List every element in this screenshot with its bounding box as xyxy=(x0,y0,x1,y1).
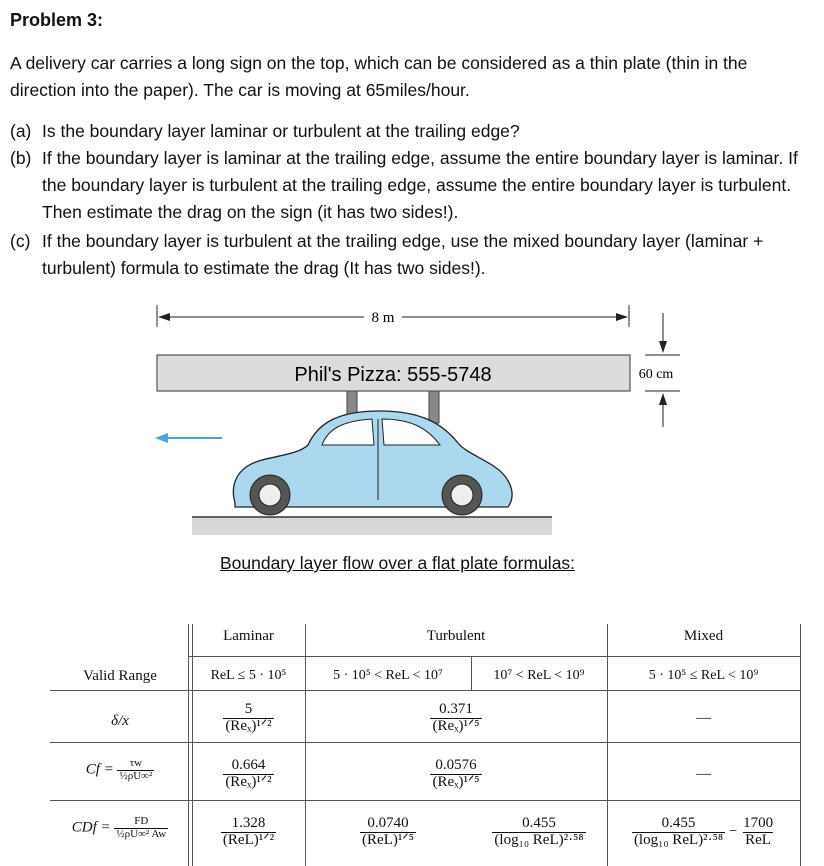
col-divider xyxy=(800,624,801,866)
sign-support-right xyxy=(429,391,439,423)
frac-num: 0.455 xyxy=(661,815,696,831)
frac-den: (log₁₀ ReL)²·⁵⁸ xyxy=(633,831,724,848)
problem-title: Problem 3: xyxy=(10,10,104,30)
question-label: (c) xyxy=(10,231,31,251)
range-laminar: ReL ≤ 5 · 10⁵ xyxy=(210,668,287,683)
formula-table xyxy=(0,620,824,866)
frac-den: ½ρU∞² xyxy=(119,769,153,782)
header-laminar: Laminar xyxy=(223,628,274,644)
frac-den: (Reₓ)¹ᐟ² xyxy=(225,773,272,790)
question-label: (a) xyxy=(10,121,32,141)
cf-turbulent xyxy=(305,758,607,791)
arrowhead-down-icon xyxy=(659,341,667,353)
ground xyxy=(192,517,552,535)
cf-mixed: — xyxy=(696,766,711,782)
cdf-mixed xyxy=(607,816,800,849)
car-sign-figure xyxy=(0,295,824,540)
front-hubcap xyxy=(259,484,281,506)
frac-den: ½ρU∞² Aw xyxy=(116,827,167,840)
question-text: If the boundary layer is laminar at the trailing edge, assume the entire boundary layer is laminar. If the boundary layer is turbulent at the trailing edge, assume the entire boundary layer is turbulent. Then estimate the drag on the sign (it has two sides!). xyxy=(42,148,798,222)
frac-den: (ReL)¹ᐟ⁵ xyxy=(362,831,414,848)
cdf-symbol: CDf = xyxy=(71,819,111,836)
formulas-caption: Boundary layer flow over a flat plate formulas: xyxy=(220,553,576,573)
row-divider xyxy=(50,690,800,691)
range-turbulent-high: 10⁷ < ReL < 10⁹ xyxy=(493,668,585,683)
cdf-turbulent-high xyxy=(471,816,607,849)
row-label-cf xyxy=(55,758,185,782)
frac-den: (log₁₀ ReL)²·⁵⁸ xyxy=(494,831,584,848)
row-divider xyxy=(50,800,800,801)
rear-hubcap xyxy=(451,484,473,506)
question-text: If the boundary layer is turbulent at the trailing edge, use the mixed boundary layer (laminar + turbulent) formula to estimate the drag (It has two sides!). xyxy=(42,231,764,278)
row-label-range: Valid Range xyxy=(83,668,157,684)
header-turbulent: Turbulent xyxy=(426,628,486,644)
frac-den: (Reₓ)¹ᐟ⁵ xyxy=(432,773,480,790)
frac-num: 0.371 xyxy=(439,701,473,717)
frac-num: 1700 xyxy=(743,815,774,831)
question-text: Is the boundary layer laminar or turbulent at the trailing edge? xyxy=(42,121,520,141)
arrowhead-left-icon xyxy=(158,313,170,321)
header-mixed: Mixed xyxy=(683,628,724,644)
delta-turbulent xyxy=(305,702,607,735)
frac-num: 1.328 xyxy=(231,815,266,831)
cf-laminar xyxy=(192,758,305,791)
row-label-delta: δ/x xyxy=(111,713,129,729)
height-label: 60 cm xyxy=(638,367,674,382)
question-list xyxy=(10,118,820,288)
question-label: (b) xyxy=(10,148,32,168)
motion-arrow-icon xyxy=(155,433,168,443)
frac-num: 0.455 xyxy=(522,815,556,831)
delta-mixed: — xyxy=(696,710,711,726)
frac-num: τw xyxy=(129,757,143,769)
frac-num: 0.664 xyxy=(231,757,266,773)
frac-den: (Reₓ)¹ᐟ⁵ xyxy=(432,717,480,734)
row-divider xyxy=(50,742,800,743)
col-divider xyxy=(188,624,189,866)
problem-intro: A delivery car carries a long sign on the top, which can be considered as a thin plate (thin in the direction into the paper). The car is moving at 65miles/hour. xyxy=(10,53,748,100)
row-divider xyxy=(188,656,800,657)
sign-text: Phil's Pizza: 555-5748 xyxy=(294,364,492,386)
frac-den: (ReL)¹ᐟ² xyxy=(222,831,275,848)
length-label: 8 m xyxy=(371,310,395,326)
minus-sign: − xyxy=(728,823,738,840)
frac-den: ReL xyxy=(745,831,771,848)
frac-num: FD xyxy=(134,815,149,827)
range-mixed: 5 · 10⁵ ≤ ReL < 10⁹ xyxy=(648,668,759,683)
cdf-turbulent-low xyxy=(305,816,471,849)
cf-symbol: Cf = xyxy=(85,761,114,778)
frac-num: 5 xyxy=(244,701,253,717)
row-label-cdf xyxy=(55,816,185,840)
frac-num: 0.0740 xyxy=(367,815,409,831)
frac-num: 0.0576 xyxy=(435,757,477,773)
cdf-laminar xyxy=(192,816,305,849)
delta-laminar xyxy=(192,702,305,735)
range-turbulent-low: 5 · 10⁵ < ReL < 10⁷ xyxy=(333,668,443,683)
arrowhead-right-icon xyxy=(616,313,628,321)
frac-den: (Reₓ)¹ᐟ² xyxy=(225,717,272,734)
